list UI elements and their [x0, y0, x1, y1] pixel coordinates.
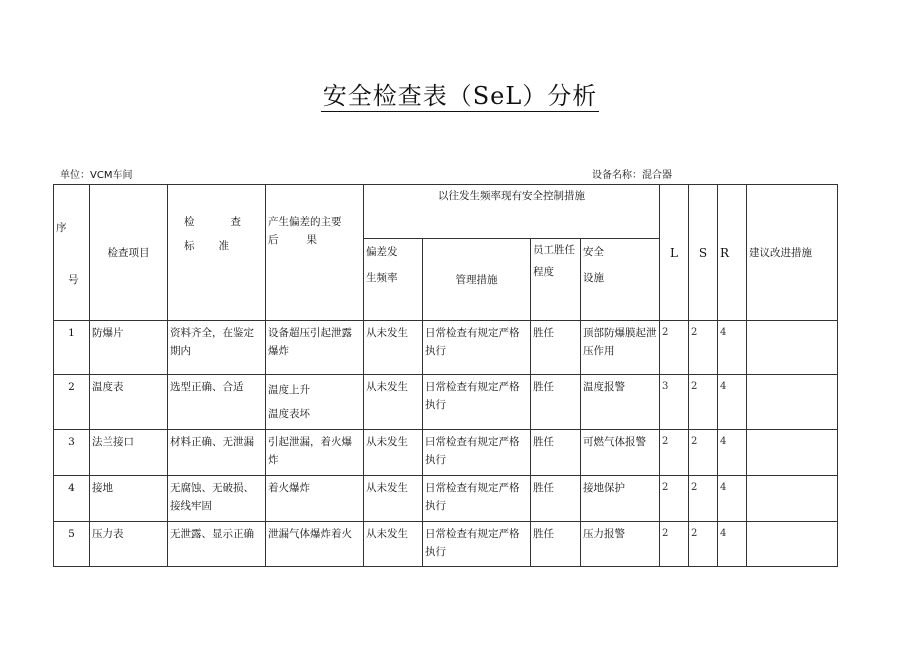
header-seq-top: 序: [56, 222, 67, 234]
row-R: 4: [718, 375, 747, 430]
header-std-b: 查: [230, 216, 241, 228]
header-seq: [54, 185, 90, 321]
header-staff-line1: 员工胜任: [533, 244, 575, 256]
row-consequence: 引起泄漏，着火爆炸: [266, 430, 364, 476]
header-safety-line2: 设施: [583, 272, 604, 284]
row-no: 2: [54, 375, 90, 430]
row-facility: 顶部防爆膜起泄压作用: [581, 321, 660, 375]
row-L: 2: [660, 321, 689, 375]
row-item: 接地: [90, 476, 168, 522]
header-item: 检查项目: [90, 185, 168, 321]
table-row: [54, 476, 838, 522]
header-consequence-b: 果: [306, 234, 317, 246]
row-freq: 从未发生: [364, 430, 423, 476]
header-std-d: 准: [218, 240, 229, 252]
header-consequence-a: 后: [268, 234, 279, 246]
header-suggest: 建议改进措施: [747, 185, 838, 321]
header-staff-line2: 程度: [533, 266, 554, 278]
row-S: 2: [689, 375, 718, 430]
header-consequence: [266, 185, 364, 321]
equipment-label: 设备名称：混合器: [592, 170, 672, 181]
row-consequence: 设备超压引起泄露爆炸: [266, 321, 364, 375]
header-safety: [581, 239, 660, 321]
row-staff: 胜任: [531, 375, 581, 430]
row-L: 3: [660, 375, 689, 430]
page-title: 安全检查表（SeL）分析: [322, 82, 598, 110]
row-staff: 胜任: [531, 522, 581, 567]
row-consequence: 泄漏气体爆炸着火: [266, 522, 364, 567]
row-facility: 接地保护: [581, 476, 660, 522]
row-consequence-line2: 温度表坏: [268, 408, 310, 420]
row-freq: 从未发生: [364, 321, 423, 375]
header-standard: [168, 185, 266, 321]
row-standard: 无腐蚀、无破损、接线牢固: [168, 476, 266, 522]
header-freq-line1: 偏差发: [366, 246, 398, 258]
row-no: 5: [54, 522, 90, 567]
row-S: 2: [689, 430, 718, 476]
table-row: [54, 375, 838, 430]
row-standard: 选型正确、合适: [168, 375, 266, 430]
row-standard: 无泄露、显示正确: [168, 522, 266, 567]
header-row-1: [54, 185, 838, 239]
row-mgmt: 日常检查有规定严格执行: [423, 522, 531, 567]
row-suggest: [747, 375, 838, 430]
row-L: 2: [660, 476, 689, 522]
row-R: 4: [718, 321, 747, 375]
header-group: 以往发生频率现有安全控制措施: [364, 185, 660, 239]
row-freq: 从未发生: [364, 375, 423, 430]
row-mgmt: 日常检查有规定严格执行: [423, 375, 531, 430]
header-staff: [531, 239, 581, 321]
row-staff: 胜任: [531, 476, 581, 522]
row-consequence-line1: 温度上升: [268, 384, 310, 396]
row-R: 4: [718, 430, 747, 476]
header-std-a: 检: [184, 216, 195, 228]
row-mgmt: 曰常检查有规定严格执行: [423, 430, 531, 476]
row-standard: 资料齐全，在鉴定期内: [168, 321, 266, 375]
header-mgmt: 管理措施: [423, 239, 531, 321]
row-S: 2: [689, 476, 718, 522]
row-consequence: [266, 375, 364, 430]
row-facility: 可燃气体报警: [581, 430, 660, 476]
header-R: R: [718, 185, 747, 321]
header-seq-bottom: 号: [68, 274, 79, 286]
row-item: 法兰接口: [90, 430, 168, 476]
header-L: L: [660, 185, 689, 321]
table-row: [54, 522, 838, 567]
row-mgmt: 日常检查有规定严格执行: [423, 321, 531, 375]
row-no: 4: [54, 476, 90, 522]
header-safety-line1: 安全: [583, 246, 604, 258]
unit-label: 单位：VCM车间: [60, 170, 133, 181]
row-facility: 压力报警: [581, 522, 660, 567]
safety-check-table: [53, 184, 838, 567]
row-suggest: [747, 430, 838, 476]
table-row: [54, 430, 838, 476]
row-item: 温度表: [90, 375, 168, 430]
row-S: 2: [689, 522, 718, 567]
header-S: S: [689, 185, 718, 321]
row-freq: 从未发生: [364, 522, 423, 567]
row-suggest: [747, 522, 838, 567]
row-freq: 从未发生: [364, 476, 423, 522]
row-no: 3: [54, 430, 90, 476]
row-suggest: [747, 476, 838, 522]
row-mgmt: 日常检查有规定严格执行: [423, 476, 531, 522]
row-standard: 材料正确、无泄漏: [168, 430, 266, 476]
row-item: 防爆片: [90, 321, 168, 375]
row-facility: 温度报警: [581, 375, 660, 430]
row-consequence: 着火爆炸: [266, 476, 364, 522]
header-freq: [364, 239, 423, 321]
row-L: 2: [660, 430, 689, 476]
row-staff: 胜任: [531, 430, 581, 476]
header-std-c: 标: [184, 240, 195, 252]
row-R: 4: [718, 522, 747, 567]
row-item: 压力表: [90, 522, 168, 567]
row-S: 2: [689, 321, 718, 375]
row-L: 2: [660, 522, 689, 567]
header-freq-line2: 生频率: [366, 272, 398, 284]
row-staff: 胜任: [531, 321, 581, 375]
header-consequence-line1: 产生偏差的主要: [268, 216, 342, 228]
row-R: 4: [718, 476, 747, 522]
table-row: [54, 321, 838, 375]
row-no: 1: [54, 321, 90, 375]
row-suggest: [747, 321, 838, 375]
